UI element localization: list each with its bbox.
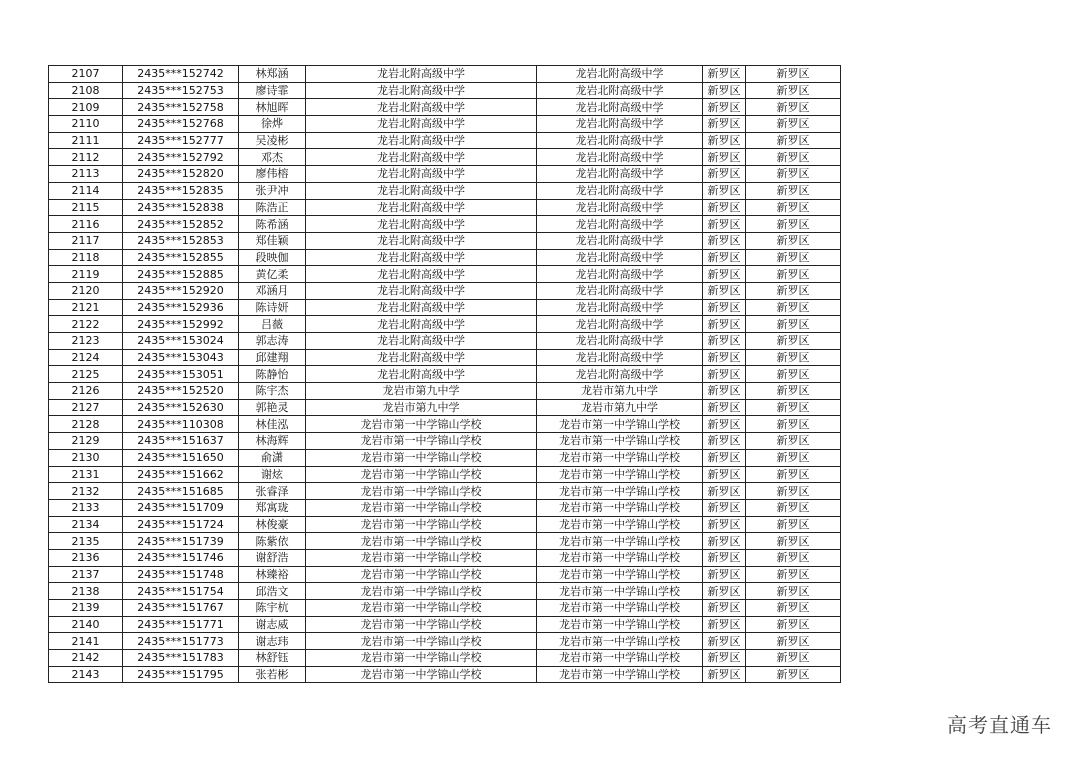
- table-row: [49, 433, 841, 450]
- student-name-cell: 廖伟榕: [239, 166, 306, 183]
- target-district-cell: 新罗区: [746, 600, 841, 617]
- seq-cell: 2113: [49, 166, 123, 183]
- exam-id-cell: 2435***153051: [123, 366, 239, 383]
- district-cell: 新罗区: [703, 583, 746, 600]
- school-cell: 龙岩北附高级中学: [306, 182, 537, 199]
- target-district-cell: 新罗区: [746, 149, 841, 166]
- target-district-cell: 新罗区: [746, 666, 841, 683]
- target-district-cell: 新罗区: [746, 650, 841, 667]
- table-row: [49, 516, 841, 533]
- target-district-cell: 新罗区: [746, 182, 841, 199]
- exam-id-cell: 2435***151724: [123, 516, 239, 533]
- admission-school-cell: 龙岩北附高级中学: [537, 132, 703, 149]
- table-row: [49, 449, 841, 466]
- seq-cell: 2127: [49, 399, 123, 416]
- target-district-cell: 新罗区: [746, 282, 841, 299]
- table-row: [49, 666, 841, 683]
- admission-school-cell: 龙岩市第一中学锦山学校: [537, 549, 703, 566]
- district-cell: 新罗区: [703, 166, 746, 183]
- target-district-cell: 新罗区: [746, 483, 841, 500]
- seq-cell: 2118: [49, 249, 123, 266]
- district-cell: 新罗区: [703, 416, 746, 433]
- seq-cell: 2142: [49, 650, 123, 667]
- seq-cell: 2108: [49, 82, 123, 99]
- admission-school-cell: 龙岩市第一中学锦山学校: [537, 616, 703, 633]
- table-row: [49, 333, 841, 350]
- student-name-cell: 林郑涵: [239, 66, 306, 83]
- school-cell: 龙岩北附高级中学: [306, 66, 537, 83]
- target-district-cell: 新罗区: [746, 549, 841, 566]
- school-cell: 龙岩市第一中学锦山学校: [306, 466, 537, 483]
- student-name-cell: 郭艳灵: [239, 399, 306, 416]
- district-cell: 新罗区: [703, 333, 746, 350]
- target-district-cell: 新罗区: [746, 616, 841, 633]
- admission-school-cell: 龙岩北附高级中学: [537, 266, 703, 283]
- admission-school-cell: 龙岩市第一中学锦山学校: [537, 666, 703, 683]
- seq-cell: 2111: [49, 132, 123, 149]
- table-row: [49, 483, 841, 500]
- seq-cell: 2107: [49, 66, 123, 83]
- target-district-cell: 新罗区: [746, 466, 841, 483]
- exam-id-cell: 2435***153024: [123, 333, 239, 350]
- student-name-cell: 林佳泓: [239, 416, 306, 433]
- exam-id-cell: 2435***152936: [123, 299, 239, 316]
- seq-cell: 2114: [49, 182, 123, 199]
- seq-cell: 2126: [49, 383, 123, 400]
- exam-id-cell: 2435***151795: [123, 666, 239, 683]
- admission-school-cell: 龙岩北附高级中学: [537, 199, 703, 216]
- table-row: [49, 299, 841, 316]
- student-name-cell: 邱浩文: [239, 583, 306, 600]
- exam-id-cell: 2435***152758: [123, 99, 239, 116]
- admission-school-cell: 龙岩市第一中学锦山学校: [537, 583, 703, 600]
- admission-school-cell: 龙岩市第一中学锦山学校: [537, 533, 703, 550]
- table-row: [49, 116, 841, 133]
- student-name-cell: 张睿泽: [239, 483, 306, 500]
- admission-school-cell: 龙岩北附高级中学: [537, 316, 703, 333]
- seq-cell: 2120: [49, 282, 123, 299]
- admission-school-cell: 龙岩北附高级中学: [537, 66, 703, 83]
- exam-id-cell: 2435***152820: [123, 166, 239, 183]
- target-district-cell: 新罗区: [746, 266, 841, 283]
- school-cell: 龙岩市第一中学锦山学校: [306, 416, 537, 433]
- target-district-cell: 新罗区: [746, 583, 841, 600]
- admission-school-cell: 龙岩市第一中学锦山学校: [537, 449, 703, 466]
- student-name-cell: 陈紫依: [239, 533, 306, 550]
- district-cell: 新罗区: [703, 116, 746, 133]
- student-name-cell: 林舒钰: [239, 650, 306, 667]
- target-district-cell: 新罗区: [746, 166, 841, 183]
- student-name-cell: 吕薇: [239, 316, 306, 333]
- admission-school-cell: 龙岩北附高级中学: [537, 82, 703, 99]
- school-cell: 龙岩市第一中学锦山学校: [306, 516, 537, 533]
- school-cell: 龙岩北附高级中学: [306, 316, 537, 333]
- seq-cell: 2129: [49, 433, 123, 450]
- target-district-cell: 新罗区: [746, 516, 841, 533]
- exam-id-cell: 2435***151685: [123, 483, 239, 500]
- school-cell: 龙岩市第一中学锦山学校: [306, 499, 537, 516]
- table-row: [49, 199, 841, 216]
- school-cell: 龙岩北附高级中学: [306, 249, 537, 266]
- student-name-cell: 谢舒浩: [239, 549, 306, 566]
- district-cell: 新罗区: [703, 466, 746, 483]
- admission-school-cell: 龙岩市第一中学锦山学校: [537, 600, 703, 617]
- watermark-text: 高考直通车: [947, 713, 1052, 737]
- seq-cell: 2139: [49, 600, 123, 617]
- student-table: [48, 65, 841, 683]
- school-cell: 龙岩市第一中学锦山学校: [306, 616, 537, 633]
- exam-id-cell: 2435***151771: [123, 616, 239, 633]
- district-cell: 新罗区: [703, 349, 746, 366]
- student-name-cell: 谢炫: [239, 466, 306, 483]
- school-cell: 龙岩北附高级中学: [306, 99, 537, 116]
- seq-cell: 2116: [49, 216, 123, 233]
- district-cell: 新罗区: [703, 399, 746, 416]
- student-name-cell: 邓杰: [239, 149, 306, 166]
- target-district-cell: 新罗区: [746, 383, 841, 400]
- admission-school-cell: 龙岩市第一中学锦山学校: [537, 499, 703, 516]
- target-district-cell: 新罗区: [746, 249, 841, 266]
- seq-cell: 2124: [49, 349, 123, 366]
- seq-cell: 2135: [49, 533, 123, 550]
- exam-id-cell: 2435***151783: [123, 650, 239, 667]
- admission-school-cell: 龙岩北附高级中学: [537, 99, 703, 116]
- admission-school-cell: 龙岩市第一中学锦山学校: [537, 433, 703, 450]
- table-row: [49, 266, 841, 283]
- table-row: [49, 399, 841, 416]
- district-cell: 新罗区: [703, 199, 746, 216]
- student-name-cell: 林臻裕: [239, 566, 306, 583]
- table-body: [49, 66, 841, 683]
- target-district-cell: 新罗区: [746, 66, 841, 83]
- student-name-cell: 廖诗霏: [239, 82, 306, 99]
- student-name-cell: 郑寓珑: [239, 499, 306, 516]
- student-name-cell: 邓涵月: [239, 282, 306, 299]
- table-row: [49, 583, 841, 600]
- admission-school-cell: 龙岩市第一中学锦山学校: [537, 516, 703, 533]
- target-district-cell: 新罗区: [746, 199, 841, 216]
- seq-cell: 2140: [49, 616, 123, 633]
- exam-id-cell: 2435***151773: [123, 633, 239, 650]
- table-row: [49, 600, 841, 617]
- district-cell: 新罗区: [703, 249, 746, 266]
- student-name-cell: 陈静怡: [239, 366, 306, 383]
- seq-cell: 2131: [49, 466, 123, 483]
- table-row: [49, 633, 841, 650]
- school-cell: 龙岩北附高级中学: [306, 266, 537, 283]
- exam-id-cell: 2435***151754: [123, 583, 239, 600]
- admission-school-cell: 龙岩北附高级中学: [537, 232, 703, 249]
- exam-id-cell: 2435***152792: [123, 149, 239, 166]
- admission-school-cell: 龙岩北附高级中学: [537, 333, 703, 350]
- seq-cell: 2115: [49, 199, 123, 216]
- school-cell: 龙岩市第一中学锦山学校: [306, 449, 537, 466]
- school-cell: 龙岩北附高级中学: [306, 199, 537, 216]
- district-cell: 新罗区: [703, 266, 746, 283]
- seq-cell: 2138: [49, 583, 123, 600]
- district-cell: 新罗区: [703, 366, 746, 383]
- student-name-cell: 邱建翔: [239, 349, 306, 366]
- student-name-cell: 陈诗妍: [239, 299, 306, 316]
- target-district-cell: 新罗区: [746, 533, 841, 550]
- school-cell: 龙岩北附高级中学: [306, 166, 537, 183]
- table-row: [49, 249, 841, 266]
- district-cell: 新罗区: [703, 549, 746, 566]
- seq-cell: 2136: [49, 549, 123, 566]
- school-cell: 龙岩市第一中学锦山学校: [306, 483, 537, 500]
- table-row: [49, 533, 841, 550]
- seq-cell: 2143: [49, 666, 123, 683]
- exam-id-cell: 2435***151650: [123, 449, 239, 466]
- student-name-cell: 陈浩正: [239, 199, 306, 216]
- seq-cell: 2133: [49, 499, 123, 516]
- district-cell: 新罗区: [703, 82, 746, 99]
- table-row: [49, 383, 841, 400]
- target-district-cell: 新罗区: [746, 82, 841, 99]
- table-row: [49, 282, 841, 299]
- admission-school-cell: 龙岩市第一中学锦山学校: [537, 466, 703, 483]
- district-cell: 新罗区: [703, 282, 746, 299]
- admission-school-cell: 龙岩市第一中学锦山学校: [537, 650, 703, 667]
- district-cell: 新罗区: [703, 666, 746, 683]
- exam-id-cell: 2435***152920: [123, 282, 239, 299]
- seq-cell: 2123: [49, 333, 123, 350]
- target-district-cell: 新罗区: [746, 366, 841, 383]
- student-name-cell: 黄亿柔: [239, 266, 306, 283]
- school-cell: 龙岩市第九中学: [306, 383, 537, 400]
- exam-id-cell: 2435***152855: [123, 249, 239, 266]
- exam-id-cell: 2435***153043: [123, 349, 239, 366]
- table-row: [49, 566, 841, 583]
- exam-id-cell: 2435***152853: [123, 232, 239, 249]
- seq-cell: 2119: [49, 266, 123, 283]
- seq-cell: 2125: [49, 366, 123, 383]
- target-district-cell: 新罗区: [746, 299, 841, 316]
- student-name-cell: 徐烨: [239, 116, 306, 133]
- table-row: [49, 549, 841, 566]
- table-row: [49, 416, 841, 433]
- table-row: [49, 66, 841, 83]
- exam-id-cell: 2435***152753: [123, 82, 239, 99]
- table-row: [49, 82, 841, 99]
- target-district-cell: 新罗区: [746, 633, 841, 650]
- admission-school-cell: 龙岩北附高级中学: [537, 349, 703, 366]
- table-row: [49, 166, 841, 183]
- school-cell: 龙岩市第一中学锦山学校: [306, 549, 537, 566]
- seq-cell: 2112: [49, 149, 123, 166]
- exam-id-cell: 2435***151662: [123, 466, 239, 483]
- admission-school-cell: 龙岩北附高级中学: [537, 249, 703, 266]
- student-name-cell: 陈宇杰: [239, 383, 306, 400]
- exam-id-cell: 2435***152992: [123, 316, 239, 333]
- student-name-cell: 张尹冲: [239, 182, 306, 199]
- district-cell: 新罗区: [703, 99, 746, 116]
- table-row: [49, 99, 841, 116]
- school-cell: 龙岩北附高级中学: [306, 216, 537, 233]
- target-district-cell: 新罗区: [746, 333, 841, 350]
- seq-cell: 2130: [49, 449, 123, 466]
- target-district-cell: 新罗区: [746, 566, 841, 583]
- student-name-cell: 郭志涛: [239, 333, 306, 350]
- exam-id-cell: 2435***151748: [123, 566, 239, 583]
- district-cell: 新罗区: [703, 533, 746, 550]
- target-district-cell: 新罗区: [746, 99, 841, 116]
- student-name-cell: 吴凌彬: [239, 132, 306, 149]
- target-district-cell: 新罗区: [746, 116, 841, 133]
- exam-id-cell: 2435***151746: [123, 549, 239, 566]
- target-district-cell: 新罗区: [746, 433, 841, 450]
- exam-id-cell: 2435***151709: [123, 499, 239, 516]
- district-cell: 新罗区: [703, 232, 746, 249]
- district-cell: 新罗区: [703, 566, 746, 583]
- district-cell: 新罗区: [703, 182, 746, 199]
- school-cell: 龙岩市第一中学锦山学校: [306, 650, 537, 667]
- exam-id-cell: 2435***151767: [123, 600, 239, 617]
- district-cell: 新罗区: [703, 299, 746, 316]
- student-name-cell: 林旭晖: [239, 99, 306, 116]
- table-row: [49, 499, 841, 516]
- target-district-cell: 新罗区: [746, 232, 841, 249]
- target-district-cell: 新罗区: [746, 216, 841, 233]
- school-cell: 龙岩市第九中学: [306, 399, 537, 416]
- table-row: [49, 349, 841, 366]
- admission-school-cell: 龙岩市第一中学锦山学校: [537, 483, 703, 500]
- table-row: [49, 366, 841, 383]
- seq-cell: 2117: [49, 232, 123, 249]
- exam-id-cell: 2435***152768: [123, 116, 239, 133]
- admission-school-cell: 龙岩市第一中学锦山学校: [537, 633, 703, 650]
- table-row: [49, 232, 841, 249]
- seq-cell: 2137: [49, 566, 123, 583]
- seq-cell: 2110: [49, 116, 123, 133]
- table-row: [49, 466, 841, 483]
- student-name-cell: 谢志威: [239, 616, 306, 633]
- student-name-cell: 张若彬: [239, 666, 306, 683]
- district-cell: 新罗区: [703, 499, 746, 516]
- target-district-cell: 新罗区: [746, 416, 841, 433]
- target-district-cell: 新罗区: [746, 132, 841, 149]
- seq-cell: 2141: [49, 633, 123, 650]
- admission-school-cell: 龙岩市第九中学: [537, 399, 703, 416]
- student-name-cell: 俞潇: [239, 449, 306, 466]
- table-row: [49, 650, 841, 667]
- table-row: [49, 216, 841, 233]
- district-cell: 新罗区: [703, 633, 746, 650]
- district-cell: 新罗区: [703, 650, 746, 667]
- exam-id-cell: 2435***152852: [123, 216, 239, 233]
- exam-id-cell: 2435***152885: [123, 266, 239, 283]
- exam-id-cell: 2435***151637: [123, 433, 239, 450]
- table-row: [49, 182, 841, 199]
- school-cell: 龙岩北附高级中学: [306, 82, 537, 99]
- school-cell: 龙岩北附高级中学: [306, 299, 537, 316]
- exam-id-cell: 2435***152835: [123, 182, 239, 199]
- school-cell: 龙岩北附高级中学: [306, 282, 537, 299]
- student-name-cell: 陈希涵: [239, 216, 306, 233]
- table-row: [49, 149, 841, 166]
- school-cell: 龙岩北附高级中学: [306, 333, 537, 350]
- admission-school-cell: 龙岩北附高级中学: [537, 282, 703, 299]
- admission-school-cell: 龙岩市第九中学: [537, 383, 703, 400]
- school-cell: 龙岩北附高级中学: [306, 366, 537, 383]
- admission-school-cell: 龙岩市第一中学锦山学校: [537, 416, 703, 433]
- seq-cell: 2109: [49, 99, 123, 116]
- admission-school-cell: 龙岩北附高级中学: [537, 366, 703, 383]
- seq-cell: 2134: [49, 516, 123, 533]
- student-name-cell: 林海辉: [239, 433, 306, 450]
- school-cell: 龙岩北附高级中学: [306, 132, 537, 149]
- admission-school-cell: 龙岩北附高级中学: [537, 166, 703, 183]
- district-cell: 新罗区: [703, 449, 746, 466]
- school-cell: 龙岩市第一中学锦山学校: [306, 600, 537, 617]
- exam-id-cell: 2435***152838: [123, 199, 239, 216]
- district-cell: 新罗区: [703, 316, 746, 333]
- district-cell: 新罗区: [703, 600, 746, 617]
- student-name-cell: 郑佳颖: [239, 232, 306, 249]
- student-name-cell: 段映伽: [239, 249, 306, 266]
- exam-id-cell: 2435***151739: [123, 533, 239, 550]
- seq-cell: 2132: [49, 483, 123, 500]
- district-cell: 新罗区: [703, 516, 746, 533]
- admission-school-cell: 龙岩北附高级中学: [537, 182, 703, 199]
- exam-id-cell: 2435***152520: [123, 383, 239, 400]
- student-name-cell: 谢志玮: [239, 633, 306, 650]
- school-cell: 龙岩北附高级中学: [306, 232, 537, 249]
- target-district-cell: 新罗区: [746, 316, 841, 333]
- seq-cell: 2128: [49, 416, 123, 433]
- student-name-cell: 林俊豪: [239, 516, 306, 533]
- exam-id-cell: 2435***152630: [123, 399, 239, 416]
- table-row: [49, 132, 841, 149]
- admission-school-cell: 龙岩北附高级中学: [537, 116, 703, 133]
- district-cell: 新罗区: [703, 216, 746, 233]
- school-cell: 龙岩北附高级中学: [306, 149, 537, 166]
- district-cell: 新罗区: [703, 66, 746, 83]
- school-cell: 龙岩市第一中学锦山学校: [306, 666, 537, 683]
- admission-school-cell: 龙岩市第一中学锦山学校: [537, 566, 703, 583]
- seq-cell: 2122: [49, 316, 123, 333]
- table-row: [49, 316, 841, 333]
- school-cell: 龙岩市第一中学锦山学校: [306, 433, 537, 450]
- district-cell: 新罗区: [703, 616, 746, 633]
- school-cell: 龙岩市第一中学锦山学校: [306, 533, 537, 550]
- exam-id-cell: 2435***110308: [123, 416, 239, 433]
- school-cell: 龙岩市第一中学锦山学校: [306, 566, 537, 583]
- admission-school-cell: 龙岩北附高级中学: [537, 149, 703, 166]
- target-district-cell: 新罗区: [746, 499, 841, 516]
- target-district-cell: 新罗区: [746, 349, 841, 366]
- district-cell: 新罗区: [703, 483, 746, 500]
- target-district-cell: 新罗区: [746, 399, 841, 416]
- school-cell: 龙岩北附高级中学: [306, 116, 537, 133]
- school-cell: 龙岩市第一中学锦山学校: [306, 633, 537, 650]
- student-name-cell: 陈宇杭: [239, 600, 306, 617]
- admission-school-cell: 龙岩北附高级中学: [537, 299, 703, 316]
- school-cell: 龙岩北附高级中学: [306, 349, 537, 366]
- district-cell: 新罗区: [703, 149, 746, 166]
- district-cell: 新罗区: [703, 383, 746, 400]
- seq-cell: 2121: [49, 299, 123, 316]
- table-row: [49, 616, 841, 633]
- district-cell: 新罗区: [703, 132, 746, 149]
- admission-school-cell: 龙岩北附高级中学: [537, 216, 703, 233]
- school-cell: 龙岩市第一中学锦山学校: [306, 583, 537, 600]
- target-district-cell: 新罗区: [746, 449, 841, 466]
- exam-id-cell: 2435***152742: [123, 66, 239, 83]
- exam-id-cell: 2435***152777: [123, 132, 239, 149]
- district-cell: 新罗区: [703, 433, 746, 450]
